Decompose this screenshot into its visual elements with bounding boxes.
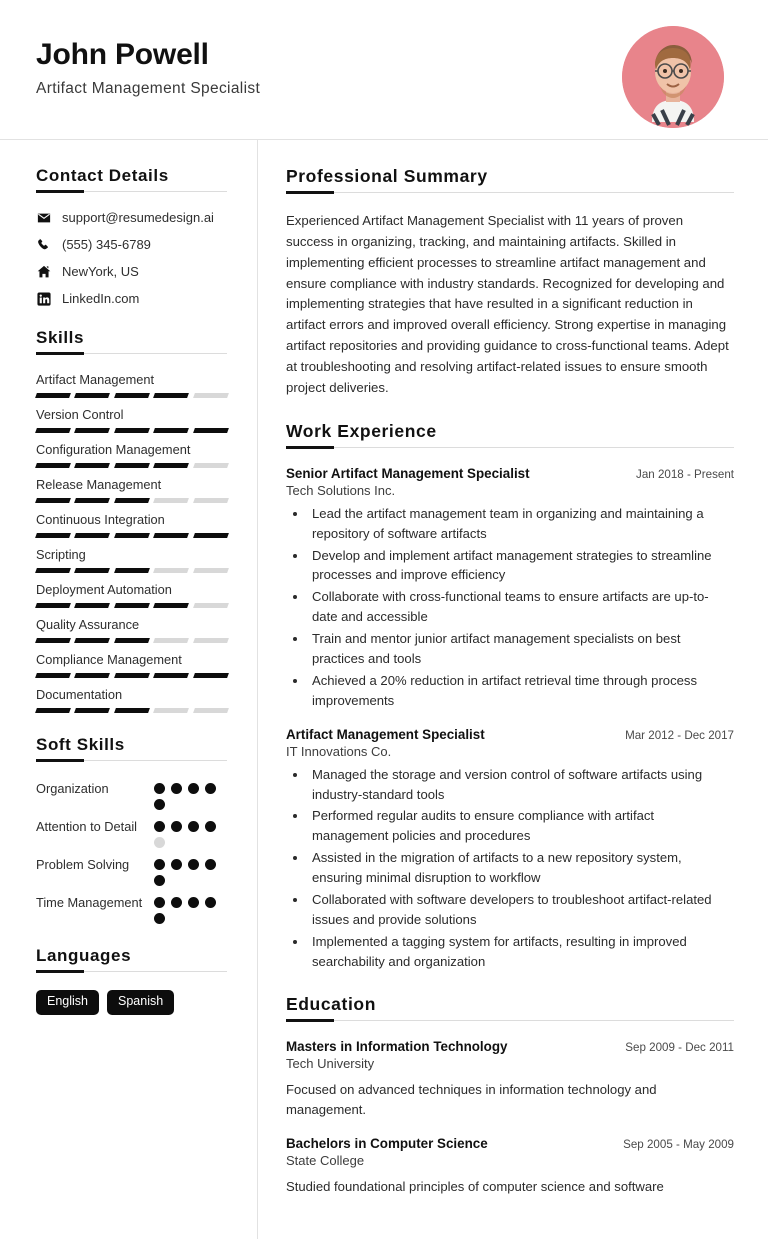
rating-dot — [171, 859, 182, 870]
education-entry-date: Sep 2009 - Dec 2011 — [625, 1040, 734, 1054]
section-languages — [36, 946, 227, 1015]
skill-segment — [193, 463, 229, 468]
header-identity — [36, 26, 260, 98]
skill-segment — [153, 638, 189, 643]
work-entry — [286, 727, 734, 972]
soft-skill-item — [36, 893, 227, 924]
skill-item — [36, 512, 227, 538]
envelope-icon — [36, 210, 51, 225]
rating-dot — [154, 821, 165, 832]
skill-segment — [153, 673, 189, 678]
contact-value: support@resumedesign.ai — [62, 210, 214, 225]
skill-segment — [153, 428, 189, 433]
work-entry-title: Senior Artifact Management Specialist — [286, 465, 530, 481]
skill-label: Quality Assurance — [36, 616, 140, 632]
section-divider — [36, 191, 227, 192]
rating-dot — [154, 859, 165, 870]
skill-segment — [74, 568, 110, 573]
skill-label: Deployment Automation — [36, 581, 172, 597]
language-tag: English — [36, 990, 99, 1015]
skill-segment — [114, 393, 150, 398]
contact-item-email[interactable] — [36, 210, 227, 225]
skill-level-bar — [36, 673, 228, 678]
skill-segment — [153, 463, 189, 468]
rating-dot — [188, 783, 199, 794]
skill-segment — [193, 708, 229, 713]
soft-skill-rating — [154, 817, 227, 848]
soft-skill-label: Organization — [36, 780, 109, 796]
section-heading: Languages — [36, 945, 132, 965]
skills-list — [36, 372, 227, 713]
skill-segment — [193, 638, 229, 643]
skill-item — [36, 582, 227, 608]
section-contact-details — [36, 166, 227, 306]
skill-level-bar — [36, 638, 228, 643]
soft-skills-list — [36, 779, 227, 924]
work-entry-header — [286, 466, 734, 481]
skill-level-bar — [36, 568, 228, 573]
skill-segment — [114, 708, 150, 713]
skill-label: Release Management — [36, 476, 162, 492]
rating-dot — [205, 783, 216, 794]
contact-item-phone[interactable] — [36, 237, 227, 252]
section-divider — [36, 971, 227, 972]
work-entry-header — [286, 727, 734, 742]
work-entry-title: Artifact Management Specialist — [286, 726, 485, 742]
rating-dot — [205, 821, 216, 832]
section-heading: Skills — [36, 328, 85, 347]
education-entry-title: Masters in Information Technology — [286, 1038, 508, 1054]
section-heading: Professional Summary — [286, 166, 488, 186]
skill-segment — [35, 673, 71, 678]
sidebar — [0, 140, 258, 1239]
bullet-item: • Implemented a tagging system for artifacts, resulting in improved searchability and organization — [308, 932, 734, 972]
skill-segment — [35, 533, 71, 538]
skill-segment — [35, 568, 71, 573]
bullet-item: • Collaborate with cross-functional teams to ensure artifacts are up-to-date and accessible — [308, 587, 734, 627]
skill-segment — [35, 498, 71, 503]
skill-level-bar — [36, 708, 228, 713]
rating-dot — [154, 913, 165, 924]
section-skills — [36, 328, 227, 713]
bullet-item: • Collaborated with software developers to troubleshoot artifact-related issues and provide solutions — [308, 890, 734, 930]
rating-dot — [154, 783, 165, 794]
skill-level-bar — [36, 533, 228, 538]
soft-skill-item — [36, 817, 227, 848]
rating-dot — [171, 821, 182, 832]
work-entry-org: IT Innovations Co. — [286, 743, 392, 759]
skill-segment — [114, 673, 150, 678]
skill-segment — [153, 603, 189, 608]
skill-item — [36, 442, 227, 468]
contact-item-location[interactable] — [36, 264, 227, 279]
soft-skill-label: Problem Solving — [36, 856, 130, 872]
skill-segment — [153, 393, 189, 398]
skill-segment — [193, 498, 229, 503]
skill-segment — [153, 708, 189, 713]
skill-segment — [74, 673, 110, 678]
skill-item — [36, 547, 227, 573]
soft-skill-label: Attention to Detail — [36, 818, 138, 834]
education-entry-date: Sep 2005 - May 2009 — [623, 1138, 734, 1152]
skill-level-bar — [36, 428, 228, 433]
bullet-item: • Performed regular audits to ensure compliance with artifact management policies and procedures — [308, 806, 734, 846]
skill-label: Version Control — [36, 406, 124, 422]
section-soft-skills — [36, 735, 227, 924]
job-title: Artifact Management Specialist — [36, 79, 261, 97]
section-divider — [286, 447, 734, 448]
resume-header — [0, 0, 768, 140]
rating-dot — [154, 837, 165, 848]
skill-label: Continuous Integration — [36, 511, 165, 527]
language-tag-list — [36, 990, 227, 1015]
skill-segment — [74, 638, 110, 643]
skill-label: Documentation — [36, 686, 123, 702]
bullet-item: • Lead the artifact management team in organizing and maintaining a repository of software artifacts — [308, 504, 734, 544]
skill-segment — [74, 603, 110, 608]
skill-segment — [74, 428, 110, 433]
resume-body — [0, 140, 768, 1239]
page-title: John Powell — [36, 38, 209, 71]
work-entry-bullets — [286, 765, 734, 972]
skill-segment — [35, 393, 71, 398]
skill-segment — [74, 708, 110, 713]
skill-item — [36, 407, 227, 433]
education-entry-header — [286, 1136, 734, 1151]
section-heading: Contact Details — [36, 166, 169, 185]
education-entry-title: Bachelors in Computer Science — [286, 1136, 488, 1152]
work-entry — [286, 466, 734, 711]
rating-dot — [205, 859, 216, 870]
work-entry-org: Tech Solutions Inc. — [286, 482, 396, 498]
skill-segment — [193, 533, 229, 538]
phone-icon — [36, 237, 51, 252]
bullet-item: • Develop and implement artifact management strategies to streamline processes and improve efficiency — [308, 546, 734, 586]
work-entry-bullets — [286, 504, 734, 711]
skill-item — [36, 652, 227, 678]
skill-segment — [114, 463, 150, 468]
skill-segment — [35, 708, 71, 713]
rating-dot — [171, 783, 182, 794]
language-tag: Spanish — [107, 990, 174, 1015]
section-divider — [286, 1020, 734, 1021]
skill-segment — [193, 428, 229, 433]
linkedin-icon — [36, 291, 51, 306]
education-entry-list — [286, 1039, 734, 1198]
rating-dot — [188, 897, 199, 908]
work-entry-date: Jan 2018 - Present — [636, 467, 734, 481]
contact-value: NewYork, US — [62, 264, 139, 279]
soft-skill-rating — [154, 779, 227, 810]
skill-segment — [114, 428, 150, 433]
skill-segment — [114, 638, 150, 643]
skill-segment — [153, 568, 189, 573]
contact-item-linkedin[interactable] — [36, 291, 227, 306]
skill-segment — [74, 393, 110, 398]
skill-segment — [35, 463, 71, 468]
rating-dot — [154, 875, 165, 886]
skill-segment — [114, 568, 150, 573]
skill-segment — [114, 603, 150, 608]
skill-segment — [74, 498, 110, 503]
skill-segment — [193, 603, 229, 608]
skill-segment — [35, 638, 71, 643]
contact-list — [36, 210, 227, 306]
skill-segment — [153, 533, 189, 538]
skill-segment — [193, 673, 229, 678]
section-professional-summary — [286, 166, 734, 399]
section-heading: Education — [286, 993, 376, 1014]
rating-dot — [205, 897, 216, 908]
section-work-experience — [286, 421, 734, 972]
rating-dot — [188, 821, 199, 832]
skill-segment — [153, 498, 189, 503]
skill-item — [36, 477, 227, 503]
education-entry — [286, 1136, 734, 1197]
profile-photo-icon — [622, 26, 724, 128]
education-entry-org: Tech University — [286, 1055, 375, 1071]
summary-text: Experienced Artifact Management Specialist with 11 years of proven success in organizing, tracking, and maintaining artifacts. Skilled in implementing efficient processes to streamline artifact management and ensure compliance with industry standards. Recognized for developing and implementing strategies that have resulted in a significant reduction in artifact errors and improved overall efficiency. Strong expertise in managing artifact repositories and providing guidance to cross-functional teams. Adept at troubleshooting and resolving artifact-related issues to ensure smooth project deliveries. — [286, 213, 729, 395]
rating-dot — [188, 859, 199, 870]
education-entry-desc: Focused on advanced techniques in information technology and management. — [286, 1081, 657, 1117]
skill-level-bar — [36, 393, 228, 398]
section-divider — [36, 760, 227, 761]
education-entry-desc: Studied foundational principles of computer science and software — [286, 1179, 664, 1195]
soft-skill-item — [36, 855, 227, 886]
soft-skill-rating — [154, 893, 227, 924]
soft-skill-item — [36, 779, 227, 810]
skill-segment — [114, 498, 150, 503]
skill-segment — [114, 533, 150, 538]
rating-dot — [171, 897, 182, 908]
soft-skill-rating — [154, 855, 227, 886]
skill-segment — [74, 463, 110, 468]
main-content — [258, 140, 768, 1239]
section-divider — [36, 353, 227, 354]
bullet-item: • Assisted in the migration of artifacts to a new repository system, ensuring minimal disruption to workflow — [308, 848, 734, 888]
bullet-item: • Train and mentor junior artifact management specialists on best practices and tools — [308, 629, 734, 669]
education-entry-org: State College — [286, 1153, 365, 1169]
skill-label: Configuration Management — [36, 441, 191, 457]
work-entry-list — [286, 466, 734, 972]
soft-skill-label: Time Management — [36, 894, 143, 910]
skill-segment — [35, 428, 71, 433]
rating-dot — [154, 897, 165, 908]
skill-label: Scripting — [36, 546, 86, 562]
education-entry-header — [286, 1039, 734, 1054]
contact-value: LinkedIn.com — [62, 291, 140, 306]
skill-level-bar — [36, 463, 228, 468]
contact-value: (555) 345-6789 — [62, 237, 151, 252]
skill-segment — [35, 603, 71, 608]
skill-item — [36, 617, 227, 643]
bullet-item: • Achieved a 20% reduction in artifact retrieval time through process improvements — [308, 671, 734, 711]
skill-level-bar — [36, 498, 228, 503]
section-education — [286, 994, 734, 1198]
home-icon — [36, 264, 51, 279]
education-entry — [286, 1039, 734, 1121]
bullet-item: • Managed the storage and version control of software artifacts using industry-standard tools — [308, 765, 734, 805]
skill-item — [36, 372, 227, 398]
skill-item — [36, 687, 227, 713]
skill-label: Artifact Management — [36, 372, 155, 387]
skill-segment — [193, 393, 229, 398]
avatar — [622, 26, 724, 128]
skill-segment — [193, 568, 229, 573]
work-entry-date: Mar 2012 - Dec 2017 — [625, 728, 734, 742]
section-divider — [286, 192, 734, 193]
section-heading: Work Experience — [286, 420, 437, 441]
rating-dot — [154, 799, 165, 810]
skill-label: Compliance Management — [36, 651, 182, 667]
section-heading: Soft Skills — [36, 734, 125, 754]
skill-level-bar — [36, 603, 228, 608]
skill-segment — [74, 533, 110, 538]
